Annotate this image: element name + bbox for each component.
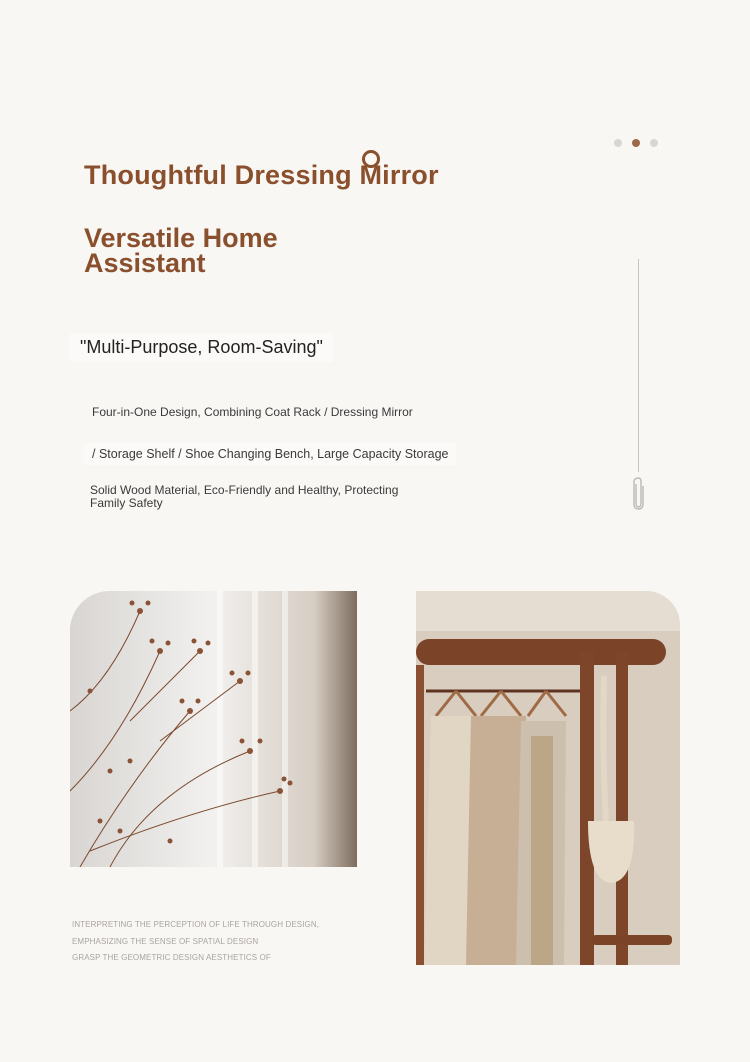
caption bbox=[72, 917, 319, 967]
carousel-dot-3[interactable] bbox=[650, 139, 658, 147]
vertical-divider bbox=[638, 259, 639, 472]
caption-line-3: GRASP THE GEOMETRIC DESIGN AESTHETICS OF bbox=[72, 953, 271, 962]
tagline: "Multi-Purpose, Room-Saving" bbox=[70, 333, 333, 362]
paperclip-icon bbox=[632, 476, 645, 515]
caption-line-1: INTERPRETING THE PERCEPTION OF LIFE THROUGH DESIGN, bbox=[72, 920, 320, 929]
carousel-dot-1[interactable] bbox=[614, 139, 622, 147]
carousel-dot-2-active[interactable] bbox=[632, 139, 640, 147]
subtitle bbox=[84, 223, 384, 278]
feature-text-2: / Storage Shelf / Shoe Changing Bench, Large Capacity Storage bbox=[84, 443, 456, 465]
coat-rack-photo bbox=[416, 591, 680, 965]
dried-flowers-photo bbox=[70, 591, 357, 867]
page-title: Thoughtful Dressing Mirror bbox=[84, 160, 439, 190]
subtitle-line-2: Assistant bbox=[84, 248, 206, 278]
subtitle-line-1: Versatile Home bbox=[84, 223, 278, 253]
feature-text-1: Four-in-One Design, Combining Coat Rack / Dressing Mirror bbox=[92, 405, 413, 419]
carousel-indicator bbox=[614, 139, 658, 147]
caption-line-2: EMPHASIZING THE SENSE OF SPATIAL DESIGN bbox=[72, 936, 259, 946]
feature-text-3: Solid Wood Material, Eco-Friendly and Healthy, Protecting Family Safety bbox=[90, 483, 399, 510]
